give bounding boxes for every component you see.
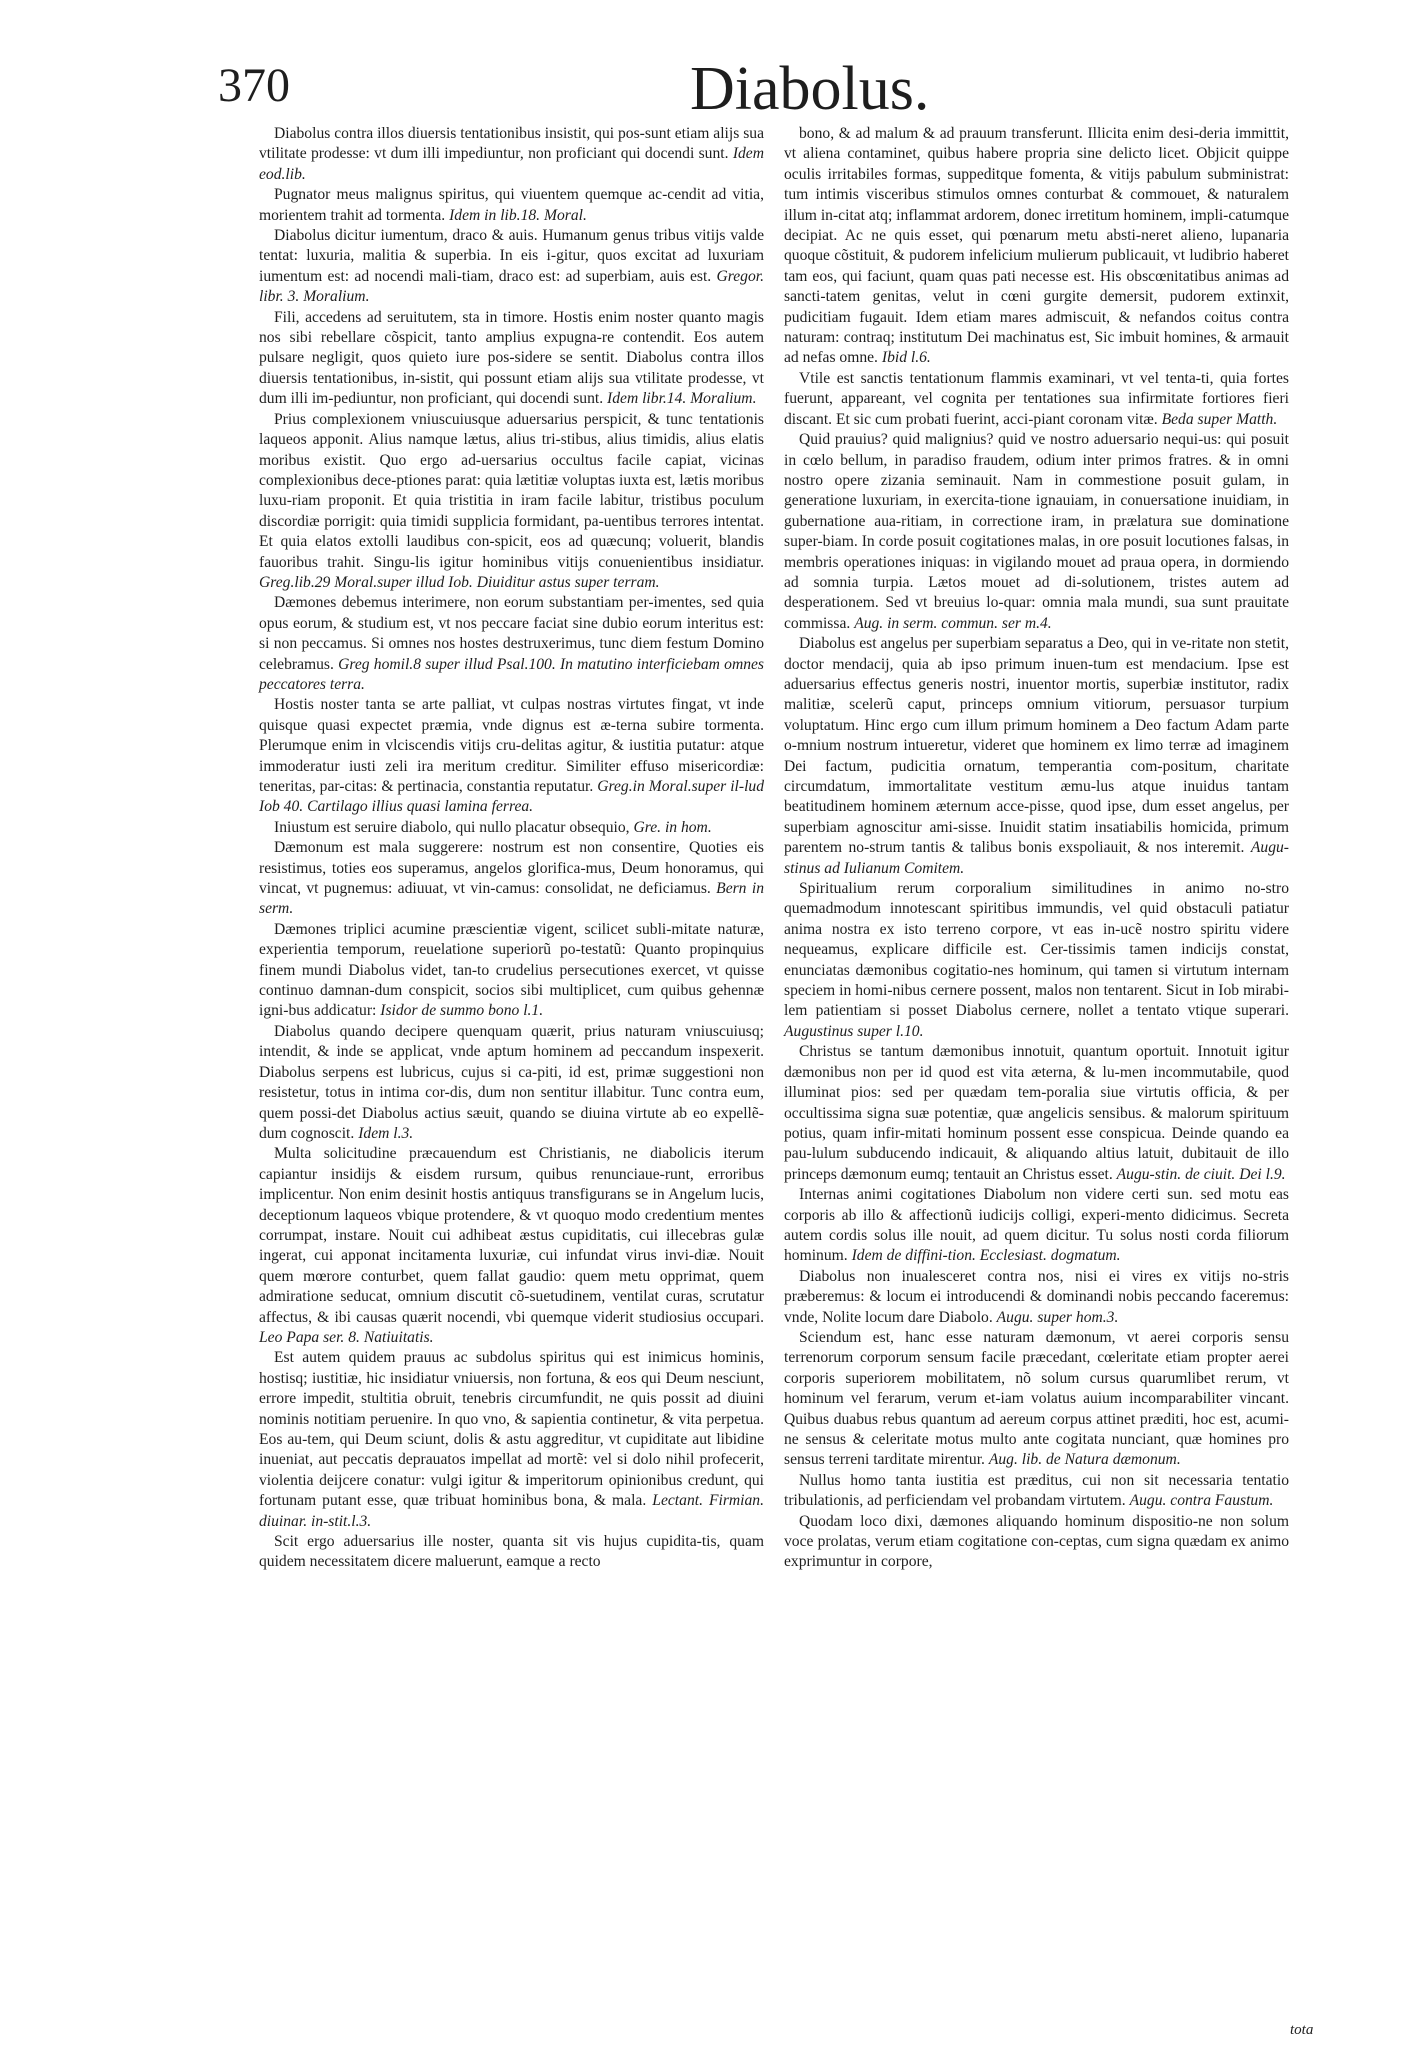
paragraph bbox=[259, 1532, 764, 1573]
paragraph bbox=[259, 308, 764, 410]
paragraph bbox=[784, 879, 1289, 1042]
paragraph-text: Dæmones debemus interimere, non eorum substantiam per-imentes, sed quia opus eorum, & studium est, vt nos peccare faciat sine dubio eorum interitus est: si non peccamus. Si omnes nos hostes destruxerimus, tunc diem festum Domino celebramus. bbox=[259, 594, 764, 673]
paragraph bbox=[259, 1144, 764, 1348]
paragraph bbox=[259, 226, 764, 308]
paragraph-text: Spiritualium rerum corporalium similitudines in animo no-stro quemadmodum innotescant spiritibus immundis, vel quid obstaculi patiatur anima nostra ex isto terreno corpore, vt eas in-ucẽ nostro spiritu videre nequeamus, explicare difficile est. Cer-tissimis tamen indicijs constat, enunciatas dæmonibus cogitatio-nes hominum, qui tamen si virtutum internam speciem in homi-nibus cernere possent, malos non tentarent. Sicut in Iob mirabi-lem patientiam si posset Diabolus cernere, nollet a tentato vtique superari. bbox=[784, 880, 1289, 1020]
paragraph-text: Est autem quidem prauus ac subdolus spiritus qui est inimicus hominis, hostisq; iustitiæ, hic insidiatur vniuersis, non fortuna, & eos qui Deum nesciunt, errore impedit, stultitia obruit, tenebris circumfundit, ne quis possit ad diuini nominis notitiam peruenire. In quo vno, & sapientia continetur, & vita perpetua. Eos au-tem, qui Deum sciunt, dolis & astu aggreditur, vt cupiditate aut libidine inueniat, aut peccatis deprauatos impellat ad mortẽ: vel si dolo nihil profecerit, violentia deijcere conatur: vulgi igitur & imperitorum opinionibus credunt, qui fortunam putant esse, quæ tribuat hominibus bona, & mala. bbox=[259, 1349, 764, 1510]
paragraph bbox=[784, 1042, 1289, 1185]
paragraph-text: Diabolus contra illos diuersis tentationibus insistit, qui pos-sunt etiam alijs sua vtilitate prodesse: vt dum illi impediuntur, non proficiant qui docendi sunt. bbox=[259, 125, 764, 163]
paragraph-text: Quodam loco dixi, dæmones aliquando hominum dispositio-ne non solum voce prolatas, verum etiam cogitatione con-ceptas, cum signa quædam ex animo exprimuntur in corpore, bbox=[784, 1512, 1289, 1571]
source-citation: Augu. contra Faustum. bbox=[1129, 1492, 1274, 1510]
paragraph bbox=[259, 185, 764, 226]
paragraph bbox=[259, 410, 764, 594]
left-column bbox=[259, 124, 764, 1573]
paragraph-text: Dæmones triplici acumine præscientiæ vigent, scilicet subli-mitate naturæ, experientia temporum, reuelatione superiorũ po-testatũ: Quanto propinquius finem mundi Diabolus videt, tan-to crudelius persecutiones exercet, vt quisse continuo damnan-dum conspicit, socios sibi multiplicet, cum quibus gehennæ igni-bus addicatur: bbox=[259, 920, 764, 1020]
source-citation: Greg homil.8 super illud Psal.100. In matutino interficiebam omnes peccatores terra. bbox=[259, 655, 764, 693]
paragraph-text: Fili, accedens ad seruitutem, sta in timore. Hostis enim noster quanto magis nos sibi rebellare cõspicit, tanto amplius expugna-re contendit. Eos autem pulsare negligit, quos quieto iure pos-sidere se sentit. Diabolus contra illos diuersis tentationibus, in-sistit, qui possunt etiam alijs sua vtilitate prodesse, vt dum illi im-pediuntur, non proficiant, qui docendi sunt. bbox=[259, 308, 764, 408]
paragraph bbox=[784, 1512, 1289, 1573]
paragraph bbox=[259, 838, 764, 920]
right-column bbox=[784, 124, 1289, 1573]
source-citation: Idem libr.14. Moralium. bbox=[607, 390, 757, 408]
source-citation: Isidor de summo bono l.1. bbox=[380, 1002, 544, 1020]
paragraph-text: Pugnator meus malignus spiritus, qui viuentem quemque ac-cendit ad vitia, morientem trahit ad tormenta. bbox=[259, 186, 764, 224]
catchword: tota bbox=[1290, 2022, 1314, 2038]
paragraph-text: Sciendum est, hanc esse naturam dæmonum, vt aerei corporis sensu terrenorum corporum sensum facile præcedant, cœleritate etiam propter aerei corporis superiorem mobilitatem, nõ solum cursus quarumlibet rerum, vt hominum vel ferarum, verum et-iam volatus auium incomparabiliter vincant. Quibus duabus rebus quantum ad aereum corpus attinet præditi, hoc est, acumi-ne sensus & celeritate motus multo ante cogitata nunciant, quæ homines pro sensus terreni tarditate mirentur. bbox=[784, 1328, 1289, 1469]
source-citation: Beda super Matth. bbox=[1161, 410, 1278, 428]
paragraph-text: Scit ergo aduersarius ille noster, quanta sit vis hujus cupidita-tis, quam quidem necessitatem dicere maluerunt, eamque a recto bbox=[259, 1533, 764, 1571]
source-citation: Augu-stinus ad Iulianum Comitem. bbox=[784, 839, 1289, 877]
source-citation: Idem eod.lib. bbox=[259, 145, 764, 183]
paragraph bbox=[259, 818, 764, 838]
paragraph bbox=[259, 695, 764, 817]
paragraph-text: Internas animi cogitationes Diabolum non videre certi sun. sed motu eas corporis ab illo & affectionũ iudicijs colligi, experi-mento didicimus. Secreta autem cordis solus ille nouit, ad quem dicitur. Tu solus nosti corda filiorum hominum. bbox=[784, 1186, 1289, 1265]
paragraph bbox=[259, 124, 764, 185]
paragraph-text: Diabolus est angelus per superbiam separatus a Deo, qui in ve-ritate non stetit, doctor mendacij, quia ab ipso primum inuen-tum est mendacium. Ipse est aduersarius effectus generis nostri, inuentor mortis, superbiæ institutor, radix malitiæ, scelerũ caput, princeps omnium vitiorum, persuasor turpium voluptatum. Hinc ergo cum illum primum hominem a Deo factum Adam parte o-mnium nostrum intueretur, videret que hominem ex limo terræ ad imaginem Dei factum, pudicitia ornatum, temperantia com-positum, charitate circumdatum, immortalitate vestitum æmu-lus atque inuidus tantam beatitudinem hominem æternum acce-pisse, quod ipse, dum esset angelus, per superbiam agnoscitur ami-sisse. Inuidit statim insatiabilis homicida, primum parentem no-strum tantis & talibus bonis exspoliauit, & nos interemit. bbox=[784, 635, 1289, 857]
source-citation: Greg.lib.29 Moral.super illud Iob. Diuiditur astus super terram. bbox=[259, 573, 660, 591]
source-citation: Gregor. libr. 3. Moralium. bbox=[259, 267, 764, 306]
paragraph bbox=[259, 920, 764, 1022]
paragraph-text: Iniustum est seruire diabolo, qui nullo placatur obsequio, bbox=[274, 818, 630, 836]
paragraph bbox=[784, 1267, 1289, 1328]
paragraph bbox=[784, 1328, 1289, 1471]
paragraph bbox=[784, 369, 1289, 430]
paragraph bbox=[784, 634, 1289, 879]
source-citation: Idem l.3. bbox=[358, 1124, 414, 1142]
paragraph-text: Dæmonum est mala suggerere: nostrum est non consentire, Quoties eis resistimus, toties eos superamus, angelos glorifica-mus, Deum honoramus, qui vincat, vt pugnemus: adiuuat, vt vin-camus: consolidat, ne deficiamus. bbox=[259, 839, 764, 898]
paragraph bbox=[784, 1471, 1289, 1512]
page-number: 370 bbox=[218, 59, 290, 112]
source-citation: Idem de diffini-tion. Ecclesiast. dogmatum. bbox=[851, 1247, 1121, 1265]
source-citation: Greg.in Moral.super il-lud Iob 40. Cartilago illius quasi lamina ferrea. bbox=[259, 778, 764, 816]
source-citation: Aug. in serm. commun. ser m.4. bbox=[854, 614, 1052, 632]
source-citation: Gre. in hom. bbox=[633, 818, 712, 836]
source-citation: Lectant. Firmian. diuinar. in-stit.l.3. bbox=[259, 1492, 764, 1530]
paragraph bbox=[784, 1185, 1289, 1267]
paragraph-text: Quid prauius? quid malignius? quid ve nostro aduersario nequi-us: qui posuit in cœlo bellum, in paradiso fraudem, odium inter primos fratres. & in omni nostro opere zizania seminauit. Nam in commestione posuit gulam, in generatione luxuriam, in exercita-tione ignauiam, in conuersatione inuidiam, in gubernatione aua-ritiam, in correctione iram, in prælatura sue dominatione super-biam. In corde posuit cogitationes malas, in ore posuit locutiones falsas, in membris operationes iniquas: in vigilando mouet ad praua opera, in dormiendo ad somnia turpia. Lætos mouet ad di-solutionem, tristes autem ad desperationem. Sed vt breuius lo-quar: omnia mala mundi, sua sunt prauitate commissa. bbox=[784, 431, 1289, 632]
paragraph-text: Diabolus quando decipere quenquam quærit, prius naturam vniuscuiusq; intendit, & inde se applicat, vnde aptum hominem ad peccandum inspexerit. Diabolus serpens est lubricus, cujus si ca-piti, id est, primæ suggestioni non resistetur, totus in intima cor-dis, dum non sentitur illabitur. Tunc contra eum, quem possi-det Diabolus actius sæuit, quando se diuina virtute ab eo expellẽ-dum cognoscit. bbox=[259, 1022, 764, 1142]
source-citation: Idem in lib.18. Moral. bbox=[449, 206, 587, 224]
paragraph-text: Diabolus non inualesceret contra nos, nisi ei vires ex vitijs no-stris præberemus: & locum ei introducendi & dominandi nobis peccando faceremus: vnde, Nolite locum dare Diabolo. bbox=[784, 1267, 1289, 1326]
source-citation: Augu. super hom.3. bbox=[996, 1308, 1119, 1326]
paragraph-text: bono, & ad malum & ad prauum transferunt. Illicita enim desi-deria immittit, vt aliena contaminet, quibus habere propria sine delicto licet. Objicit quippe oculis irritabiles formas, suppeditque fomenta, & vitijs pabulum subministrat: tum intimis visceribus stimulos omnes conturbat & commouet, & naturalem illum in-citat atq; inflammat ardorem, donec irretitum hominem, impli-catumque decipiat. Ac ne quis esset, qui pœnarum metu absti-neret alieno, lupanaria quoque cõstituit, & pudorem infelicium mulierum publicauit, vt ludibrio haberet tam eos, qui faciunt, quam quas pati necesse est. His obscœnitatibus animas ad sancti-tatem genitas, velut in cœni gurgite demersit, pudorem extinxit, pudicitiam fugauit. Idem etiam mares admiscuit, & nefandos coitus contra naturam: contraq; institutum Dei machinatus est, Sic imbuit homines, & armauit ad nefas omne. bbox=[784, 125, 1289, 367]
paragraph bbox=[784, 430, 1289, 634]
paragraph bbox=[784, 124, 1289, 369]
paragraph-text: Nullus homo tanta iustitia est præditus, cui non sit necessaria tentatio tribulationis, ad perficiendam vel probandam virtutem. bbox=[784, 1471, 1289, 1510]
paragraph-text: Prius complexionem vniuscuiusque aduersarius perspicit, & tunc tentationis laqueos apponit. Alius namque lætus, alius tri-stibus, alius timidis, alius elatis moribus existit. Quo ergo ad-uersarius occultus facile capiat, vicinas complexionibus dece-ptiones parat: quia lætitiæ voluptas iuxta est, lætis moribus luxu-riam proponit. Et quia tristitia in iram facile labitur, tristibus poculum discordiæ porrigit: quia timidi supplicia formidant, pa-uentibus terrores intentat. Et quia elatos extolli laudibus con-spicit, eos ad quæcunq; voluerit, blandis fauoribus trahit. Singu-lis igitur hominibus vitijs conuenientibus insidiatur. bbox=[259, 410, 764, 571]
source-citation: Augu-stin. de ciuit. Dei l.9. bbox=[1116, 1165, 1286, 1183]
paragraph-text: Hostis noster tanta se arte palliat, vt culpas nostras virtutes fingat, vt inde quisque quasi expectet præmia, vnde dignus est æ-terna subire tormenta. Plerumque enim in vlciscendis vitijs cru-delitas agitur, & iustitia putatur: atque immoderatur iusti zeli ira meritum creditur. Similiter effuso misericordiæ: teneritas, par-citas: & pertinacia, constantia reputatur. bbox=[259, 696, 764, 795]
paragraph-text: Christus se tantum dæmonibus innotuit, quantum oportuit. Innotuit igitur dæmonibus non per id quod est vita æterna, & lu-men incommutabile, quod illuminat pios: sed per quædam tem-poralia siue virtutis officia, & per occultissima signa suæ potentiæ, quæ angelicis sensibus. & malorum spirituum potius, quam infir-mitati hominum possent esse conspicua. Deinde quando ea pau-lulum subducendo indicauit, & aliquando altius latuit, dubitauit de illo princeps dæmonum eumq; tentauit an Christus esset. bbox=[784, 1043, 1289, 1183]
source-citation: Augustinus super l.10. bbox=[784, 1022, 924, 1040]
source-citation: Bern in serm. bbox=[259, 880, 764, 918]
running-head: Diabolus. bbox=[690, 55, 930, 123]
paragraph-text: Diabolus dicitur iumentum, draco & auis. Humanum genus tribus vitijs valde tentat: luxuria, malitia & superbia. In eis i-gitur, quos excitat ad luxuriam iumentum est: ad nocendi mali-tiam, draco est: ad superbiam, auis est. bbox=[259, 227, 764, 285]
paragraph bbox=[259, 1022, 764, 1144]
source-citation: Leo Papa ser. 8. Natiuitatis. bbox=[259, 1328, 434, 1346]
paragraph-text: Multa solicitudine præcauendum est Christianis, ne diabolicis iterum capiantur insidijs & eisdem rursum, quibus renunciaue-runt, erroribus implicentur. Non enim desinit hostis antiquus transfigurans se in Angelum lucis, deceptionum laqueos vbique protendere, & vt quoquo modo credentium mentes corrumpat, instare. Nouit cui adhibeat æstus cupiditatis, cui illecebras gulæ ingerat, cui apponat incitamenta luxuriæ, cui infundat virus invi-diæ. Nouit quem mœrore conturbet, quem fallat gaudio: quem metu opprimat, quem admiratione seducat, omnium discutit cõ-suetudinem, ventilat curas, scrutatur affectus, & ibi causas quærit nocendi, vbi quemque viderit studiosius occupari. bbox=[259, 1145, 764, 1326]
source-citation: Ibid l.6. bbox=[881, 349, 931, 367]
paragraph-text: Vtile est sanctis tentationum flammis examinari, vt vel tenta-ti, quia fortes fuerunt, appareant, vel cognita per tentationes sua infirmitate fortiores fieri discant. Et sic cum probati fuerint, acci-piant coronam vitæ. bbox=[784, 369, 1289, 428]
paragraph bbox=[259, 593, 764, 695]
paragraph bbox=[259, 1348, 764, 1532]
source-citation: Aug. lib. de Natura dæmonum. bbox=[988, 1451, 1181, 1469]
